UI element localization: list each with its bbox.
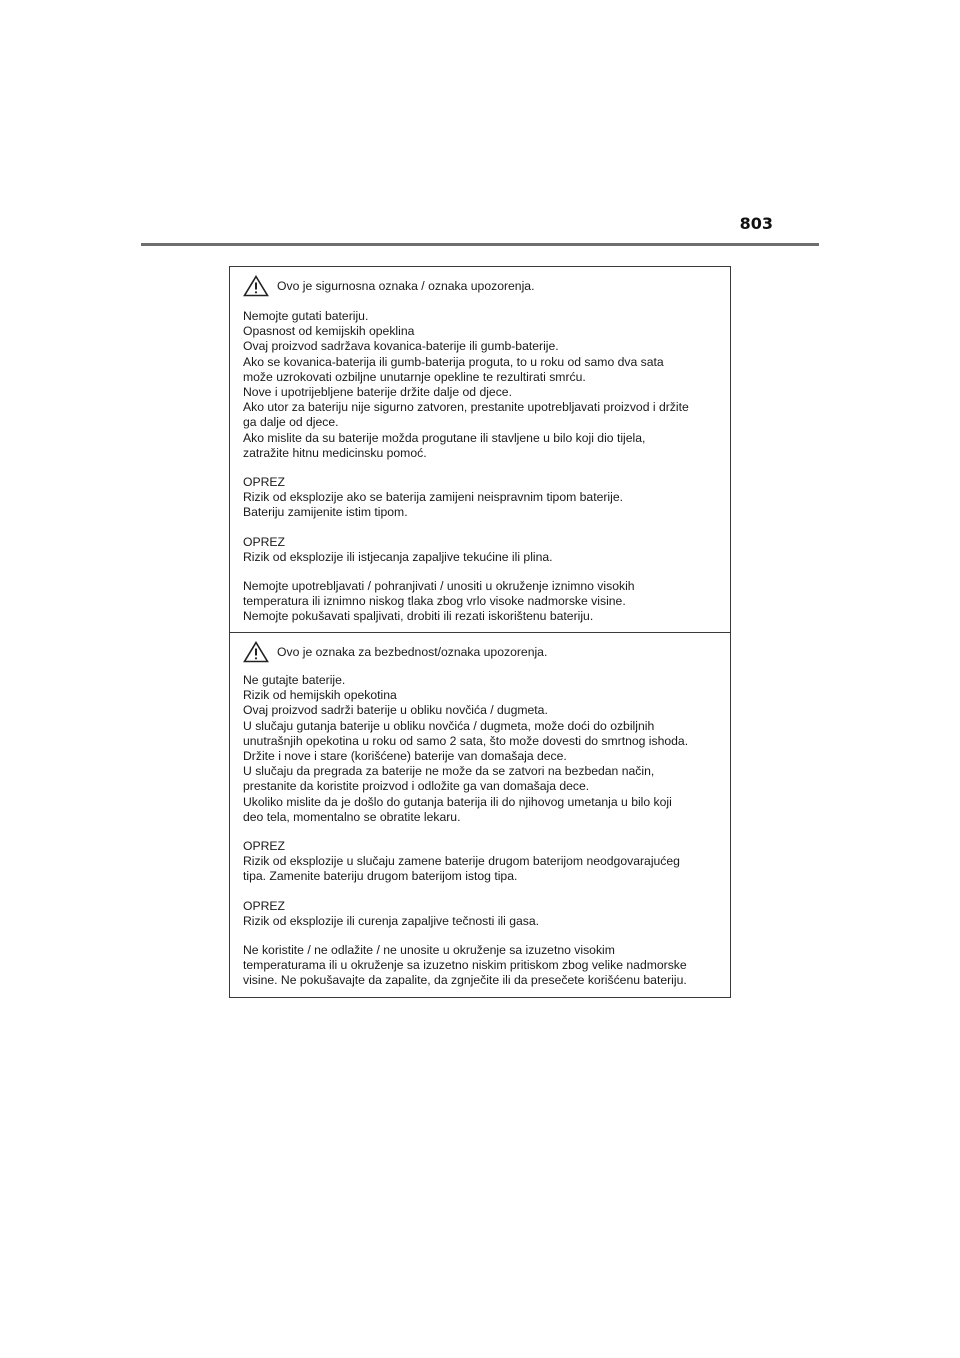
header-rule bbox=[141, 243, 819, 246]
text-line: Ovaj proizvod sadrži baterije u obliku novčića / dugmeta. bbox=[243, 703, 548, 718]
text-line: deo tela, momentalno se obratite lekaru. bbox=[243, 809, 461, 824]
caution-heading: OPREZ bbox=[243, 839, 285, 854]
text-line: Rizik od eksplozije ako se baterija zamijeni neispravnim tipom baterije. bbox=[243, 490, 624, 505]
text-line: Ukoliko mislite da je došlo do gutanja baterija ili do njihovog umetanja u bilo koji bbox=[243, 794, 672, 809]
warning-header bbox=[243, 271, 730, 301]
text-line: Rizik od eksplozije ili curenja zapaljive tečnosti ili gasa. bbox=[243, 913, 540, 928]
text-line: U slučaju gutanja baterije u obliku novčića / dugmeta, može doći do ozbiljnih bbox=[243, 718, 655, 733]
text-line: temperatura ili iznimno niskog tlaka zbog vrlo visoke nadmorske visine. bbox=[243, 594, 626, 609]
text-line: Nove i upotrijebljene baterije držite dalje od djece. bbox=[243, 385, 512, 400]
warning-title: Ovo je sigurnosna oznaka / oznaka upozorenja. bbox=[277, 279, 535, 293]
warning-header bbox=[243, 637, 730, 667]
text-line: Rizik od eksplozije u slučaju zamene baterije drugom baterijom neodgovarajućeg bbox=[243, 854, 680, 869]
paragraph-main bbox=[243, 309, 730, 461]
warning-section-croatian bbox=[230, 267, 730, 632]
warning-section-serbian bbox=[230, 632, 730, 997]
text-line: tipa. Zamenite bateriju drugom baterijom istog tipa. bbox=[243, 869, 518, 884]
warning-label-box bbox=[229, 266, 731, 998]
paragraph-caution-2 bbox=[243, 899, 730, 929]
text-line: unutrašnjih opekotina u roku od samo 2 sata, što može dovesti do smrtnog ishoda. bbox=[243, 733, 689, 748]
text-line: Ako utor za bateriju nije sigurno zatvoren, prestanite upotrebljavati proizvod i držite bbox=[243, 400, 689, 415]
paragraph-main bbox=[243, 673, 730, 825]
text-line: Nemojte gutati bateriju. bbox=[243, 309, 369, 323]
text-line: visine. Ne pokušavajte da zapalite, da zgnječite ili da presečete korišćenu bateriju. bbox=[243, 973, 687, 988]
page-number: 803 bbox=[739, 214, 773, 233]
text-line: Ako se kovanica-baterija ili gumb-baterija proguta, to u roku od samo dva sata bbox=[243, 354, 664, 369]
paragraph-caution-1 bbox=[243, 839, 730, 885]
text-line: može uzrokovati ozbiljne unutarnje opekline te rezultirati smrću. bbox=[243, 369, 586, 384]
text-line: Ovaj proizvod sadržava kovanica-baterije ili gumb-baterije. bbox=[243, 339, 559, 354]
text-line: U slučaju da pregrada za baterije ne može da se zatvori na bezbedan način, bbox=[243, 764, 655, 779]
warning-title: Ovo je oznaka za bezbednost/oznaka upozorenja. bbox=[277, 645, 548, 659]
text-line: Ne koristite / ne odlažite / ne unosite u okruženje sa izuzetno visokim bbox=[243, 943, 615, 958]
text-line: ga dalje od djece. bbox=[243, 415, 339, 430]
paragraph-environment bbox=[243, 579, 730, 625]
paragraph-caution-1 bbox=[243, 475, 730, 521]
text-line: Bateriju zamijenite istim tipom. bbox=[243, 505, 408, 520]
caution-heading: OPREZ bbox=[243, 534, 285, 549]
text-line: Nemojte upotrebljavati / pohranjivati / unositi u okruženje iznimno visokih bbox=[243, 579, 635, 594]
text-line: zatražite hitnu medicinsku pomoć. bbox=[243, 445, 427, 460]
text-line: Držite i nove i stare (korišćene) baterije van domašaja dece. bbox=[243, 749, 567, 764]
text-line: temperaturama ili u okruženje sa izuzetno niskim pritiskom zbog velike nadmorske bbox=[243, 958, 687, 973]
text-line: Ne gutajte baterije. bbox=[243, 673, 346, 687]
caution-heading: OPREZ bbox=[243, 475, 285, 490]
warning-triangle-icon bbox=[243, 275, 269, 297]
text-line: Ako mislite da su baterije možda progutane ili stavljene u bilo koji dio tijela, bbox=[243, 430, 646, 445]
text-line: Opasnost od kemijskih opeklina bbox=[243, 324, 415, 339]
warning-triangle-icon bbox=[243, 641, 269, 663]
text-line: prestanite da koristite proizvod i odložite ga van domašaja dece. bbox=[243, 779, 590, 794]
text-line: Rizik od eksplozije ili istjecanja zapaljive tekućine ili plina. bbox=[243, 549, 553, 564]
paragraph-caution-2 bbox=[243, 535, 730, 565]
text-line: Nemojte pokušavati spaljivati, drobiti ili rezati iskorištenu bateriju. bbox=[243, 609, 594, 624]
text-line: Rizik od hemijskih opekotina bbox=[243, 688, 397, 703]
caution-heading: OPREZ bbox=[243, 898, 285, 913]
paragraph-environment bbox=[243, 943, 730, 989]
